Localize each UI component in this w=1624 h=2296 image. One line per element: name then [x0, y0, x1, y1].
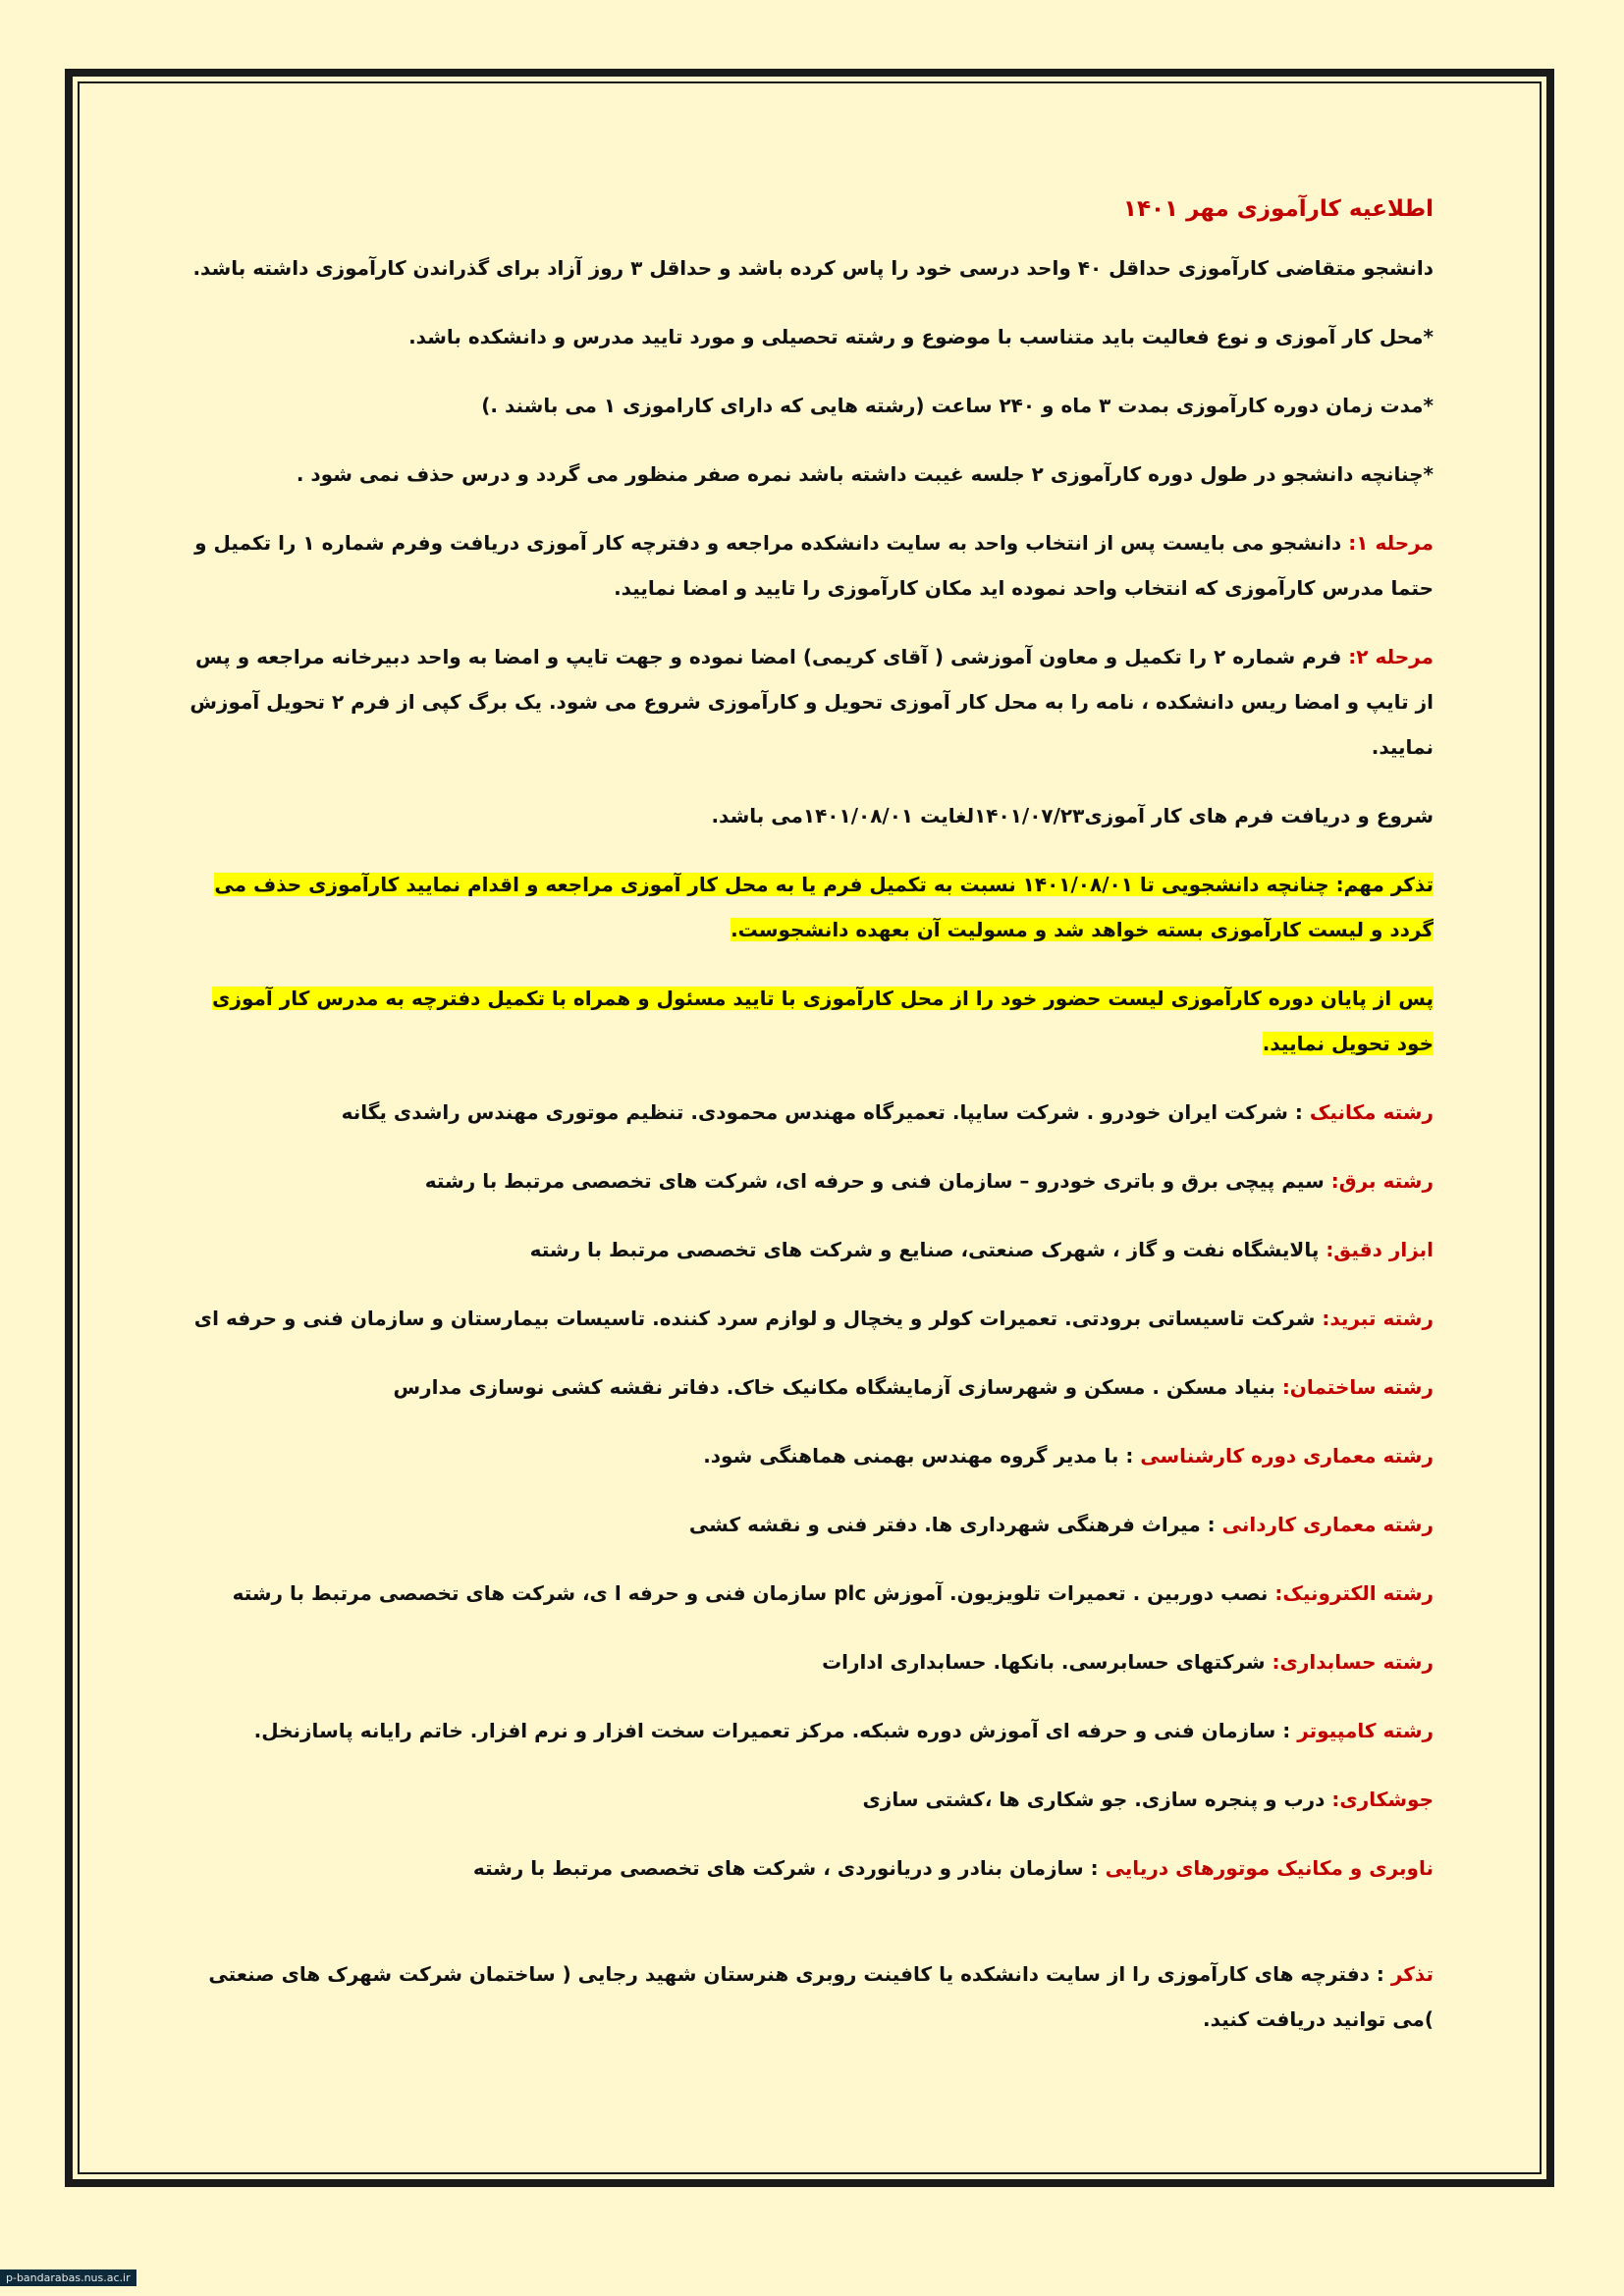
- submission-notice: [187, 976, 1434, 1066]
- field-label: رشته معماری کاردانی: [1221, 1513, 1434, 1536]
- field-item-construction: [187, 1364, 1434, 1410]
- stage-2-label: مرحله ۲:: [1348, 645, 1434, 668]
- important-notice: [187, 862, 1434, 952]
- field-text: سیم پیچی برق و باتری خودرو – سازمان فنی و حرفه ای، شرکت های تخصصی مرتبط با رشته: [424, 1169, 1331, 1193]
- field-text: شرکت تاسیساتی برودتی. تعمیرات کولر و یخچال و لوازم سرد کننده. تاسیسات بیمارستان و سازمان فنی و حرفه ای: [193, 1307, 1323, 1330]
- final-note-label: تذکر: [1390, 1962, 1434, 1986]
- field-item-accounting: [187, 1639, 1434, 1684]
- field-label: رشته کامپیوتر: [1297, 1719, 1434, 1742]
- bullet-item: *مدت زمان دوره کارآموزی بمدت ۳ ماه و ۲۴۰ ساعت (رشته هایی که دارای کاراموزی ۱ می باشند .): [481, 394, 1434, 417]
- field-item-refrigeration: [187, 1296, 1434, 1341]
- page-title: اطلاعیه کارآموزی مهر ۱۴۰۱: [1122, 196, 1434, 222]
- field-label: رشته ساختمان:: [1281, 1375, 1434, 1399]
- submission-notice-text: پس از پایان دوره کارآموزی لیست حضور خود را از محل کارآموزی با تایید مسئول و همراه با تکمیل دفترچه به مدرس کار آموزی خود تحویل نمایید.: [212, 987, 1434, 1055]
- site-watermark: p-bandarabas.nus.ac.ir: [0, 2269, 136, 2286]
- stage-2-text: فرم شماره ۲ را تکمیل و معاون آموزشی ( آقای کریمی) امضا نموده و جهت تایپ و امضا به واحد دبیرخانه مراجعه و پس از تایپ و امضا ریس دانشکده ، نامه را به محل کار آموزی تحویل و کارآموزی شروع می شود. یک برگ کپی از فرم ۲ تحویل آموزش نمایید.: [189, 645, 1434, 759]
- stage-2-paragraph: [187, 634, 1434, 770]
- intro-paragraph: دانشجو متقاضی کارآموزی حداقل ۴۰ واحد درسی خود را پاس کرده باشد و حداقل ۳ روز آزاد برای گذراندن کارآموزی داشته باشد.: [192, 256, 1434, 280]
- field-text: : شرکت ایران خودرو . شرکت سایپا. تعمیرگاه مهندس محمودی. تنظیم موتوری مهندس راشدی یگانه: [341, 1100, 1310, 1124]
- announcement-body: [187, 187, 1434, 2065]
- stage-1-text: دانشجو می بایست پس از انتخاب واحد به سایت دانشکده مراجعه و دفترچه کار آموزی دریافت وفرم شماره ۱ را تکمیل و حتما مدرس کارآموزی که انتخاب واحد نموده اید مکان کارآموزی را تایید و امضا نمایید.: [194, 531, 1434, 600]
- field-text: : میراث فرهنگی شهرداری ها. دفتر فنی و نقشه کشی: [688, 1513, 1222, 1536]
- field-item-welding: [187, 1777, 1434, 1822]
- stage-1-label: مرحله ۱:: [1348, 531, 1434, 555]
- field-label: رشته تبرید:: [1322, 1307, 1434, 1330]
- field-label: ابزار دقیق:: [1326, 1238, 1434, 1261]
- field-item-instrumentation: [187, 1227, 1434, 1272]
- bullet-item: *چنانچه دانشجو در طول دوره کارآموزی ۲ جلسه غیبت داشته باشد نمره صفر منظور می گردد و درس حذف نمی شود .: [296, 462, 1434, 486]
- field-item-mechanical: [187, 1090, 1434, 1135]
- field-item-electronics: [187, 1571, 1434, 1616]
- field-label: رشته الکترونیک:: [1274, 1581, 1434, 1605]
- field-label: رشته حسابداری:: [1272, 1650, 1434, 1674]
- field-item-architecture-bachelor: [187, 1433, 1434, 1478]
- field-label: رشته معماری دوره کارشناسی: [1140, 1444, 1434, 1468]
- field-text: درب و پنجره سازی. جو شکاری ها ،کشتی سازی: [862, 1788, 1332, 1811]
- field-label: رشته مکانیک: [1309, 1100, 1434, 1124]
- field-text: : با مدیر گروه مهندس بهمنی هماهنگی شود.: [703, 1444, 1141, 1468]
- field-item-computer: [187, 1708, 1434, 1753]
- field-text: پالایشگاه نفت و گاز ، شهرک صنعتی، صنایع و شرکت های تخصصی مرتبط با رشته: [529, 1238, 1326, 1261]
- final-note-text: : دفترچه های کارآموزی را از سایت دانشکده یا کافینت روبری هنرستان شهید رجایی ( ساختمان شرکت شهرک های صنعتی )می توانید دریافت کنید.: [208, 1962, 1434, 2031]
- field-text: بنیاد مسکن . مسکن و شهرسازی آزمایشگاه مکانیک خاک. دفاتر نقشه کشی نوسازی مدارس: [393, 1375, 1282, 1399]
- schedule-paragraph: شروع و دریافت فرم های کار آموزی۱۴۰۱/۰۷/۲۳لغایت ۱۴۰۱/۰۸/۰۱می باشد.: [711, 804, 1434, 828]
- field-label: جوشکاری:: [1331, 1788, 1434, 1811]
- stage-1-paragraph: [187, 520, 1434, 611]
- bullet-item: *محل کار آموزی و نوع فعالیت باید متناسب با موضوع و رشته تحصیلی و مورد تایید مدرس و دانشکده باشد.: [408, 325, 1434, 348]
- important-notice-text: تذکر مهم: چنانچه دانشجویی تا ۱۴۰۱/۰۸/۰۱ نسبت به تکمیل فرم یا به محل کار آموزی مراجعه و اقدام نمایید کارآموزی حذف می گردد و لیست کارآموزی بسته خواهد شد و مسولیت آن بعهده دانشجوست.: [214, 873, 1434, 941]
- field-text: نصب دوربین . تعمیرات تلویزیون. آموزش plc سازمان فنی و حرفه ا ی، شرکت های تخصصی مرتبط با رشته: [232, 1581, 1275, 1605]
- field-label: رشته برق:: [1330, 1169, 1434, 1193]
- field-item-architecture-associate: [187, 1502, 1434, 1547]
- field-item-electrical: [187, 1158, 1434, 1203]
- field-text: شرکتهای حسابرسی. بانکها. حسابداری ادارات: [822, 1650, 1272, 1674]
- field-item-marine: [187, 1845, 1434, 1891]
- final-note-paragraph: [187, 1951, 1434, 2042]
- field-text: : سازمان بنادر و دریانوردی ، شرکت های تخصصی مرتبط با رشته: [472, 1856, 1106, 1880]
- field-text: : سازمان فنی و حرفه ای آموزش دوره شبکه. مرکز تعمیرات سخت افزار و نرم افزار. خاتم رایانه پاسازنخل.: [253, 1719, 1298, 1742]
- field-label: ناوبری و مکانیک موتورهای دریایی: [1105, 1856, 1434, 1880]
